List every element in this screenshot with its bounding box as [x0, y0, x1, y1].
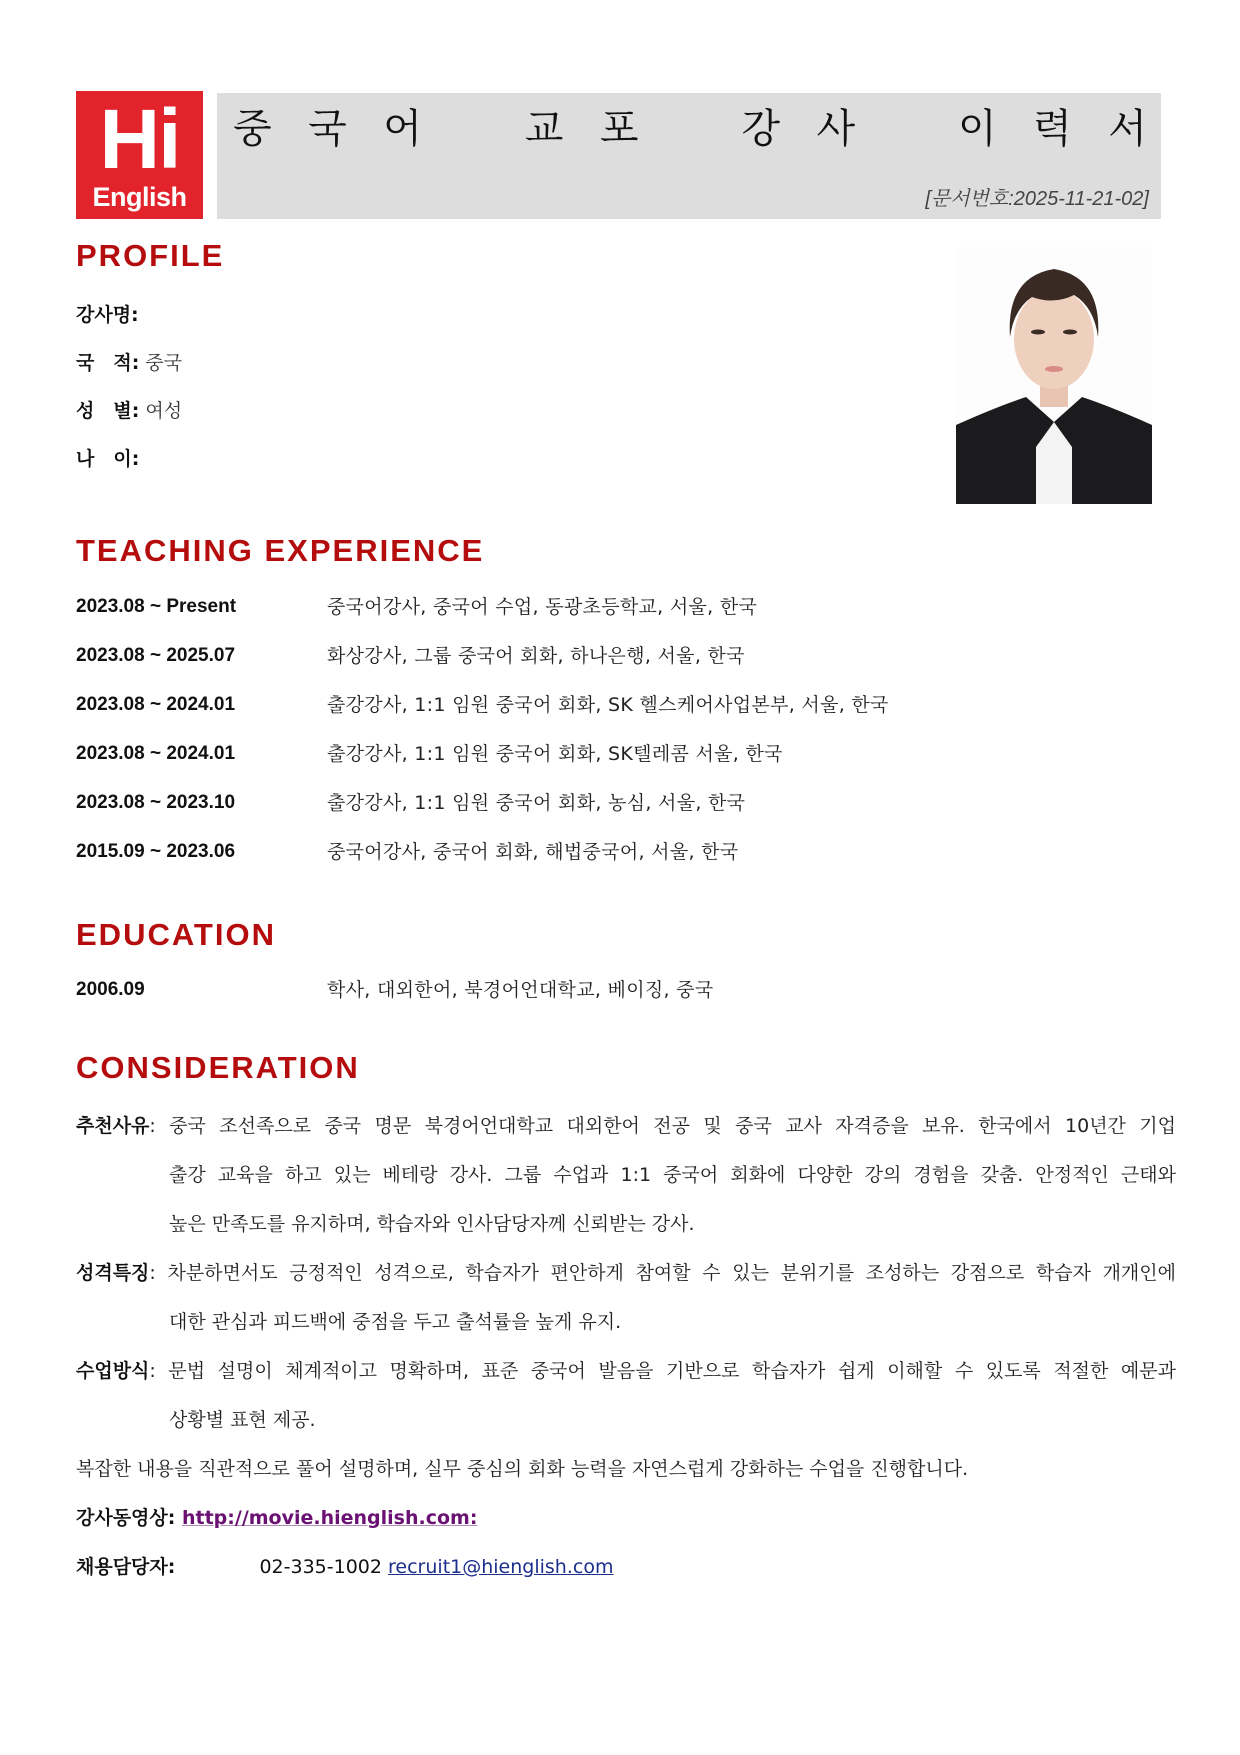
personality-paragraph — [76, 1249, 1176, 1347]
video-row — [76, 1494, 1176, 1543]
title-spacer — [458, 101, 488, 157]
profile-field-name — [76, 300, 139, 327]
title-char: 서 — [1108, 106, 1147, 152]
title-char: 국 — [308, 106, 347, 152]
title-char: 력 — [1033, 106, 1072, 152]
experience-row — [76, 788, 1176, 818]
teaching-method-paragraph — [76, 1347, 1176, 1445]
profile-field-nationality — [76, 348, 182, 375]
experience-row — [76, 837, 1176, 867]
summary-text: 복잡한 내용을 직관적으로 풀어 설명하며, 실무 중심의 회화 능력을 자연스럽게 강화하는 수업을 진행합니다. — [76, 1458, 969, 1480]
teaching-method-label: 수업방식 — [76, 1360, 150, 1382]
experience-desc: 출강강사, 1:1 임원 중국어 회화, SK 헬스케어사업본부, 서울, 한국 — [327, 694, 889, 716]
paragraph-line: 출강 교육을 하고 있는 베테랑 강사. 그룹 수업과 1:1 중국어 회화에 다양한 강의 경험을 갖춤. 안정적인 근태와 — [169, 1164, 1176, 1186]
experience-period: 2015.09 ~ 2023.06 — [76, 841, 236, 862]
profile-photo — [956, 247, 1152, 504]
experience-row — [76, 739, 1176, 769]
paragraph-line: : 문법 설명이 체계적이고 명확하며, 표준 중국어 발음을 기반으로 학습자가 쉽게 이해할 수 있도록 적절한 예문과 — [149, 1360, 1176, 1382]
paragraph-line: 높은 만족도를 유지하며, 학습자와 인사담당자께 신뢰받는 강사. — [169, 1213, 695, 1235]
portrait-image — [956, 247, 1152, 504]
education-row — [76, 975, 1176, 1005]
title-spacer — [892, 101, 922, 157]
title-bar — [217, 93, 1161, 219]
profile-field-gender — [76, 396, 182, 423]
education-period: 2006.09 — [76, 979, 145, 1000]
recruiter-label: 채용담당자: — [76, 1556, 176, 1578]
personality-label: 성격특징 — [76, 1262, 150, 1284]
title-char: 중 — [233, 106, 272, 152]
title-char: 사 — [816, 106, 856, 152]
section-title-experience: TEACHING EXPERIENCE — [76, 533, 485, 568]
paragraph-line: 상황별 표현 제공. — [169, 1409, 316, 1431]
field-label: 국 적: — [76, 352, 140, 374]
experience-row — [76, 641, 1176, 671]
title-char: 어 — [383, 106, 422, 152]
video-label: 강사동영상: — [76, 1507, 182, 1529]
experience-desc: 화상강사, 그룹 중국어 회화, 하나은행, 서울, 한국 — [327, 645, 745, 667]
document-number: [문서번호:2025-11-21-02] — [925, 188, 1149, 210]
field-value: 여성 — [145, 400, 183, 422]
section-title-consideration: CONSIDERATION — [76, 1050, 360, 1085]
experience-desc: 출강강사, 1:1 임원 중국어 회화, SK텔레콤 서울, 한국 — [327, 743, 783, 765]
section-title-education: EDUCATION — [76, 917, 276, 952]
experience-period: 2023.08 ~ Present — [76, 596, 237, 617]
recruiter-phone: 02-335-1002 — [259, 1556, 382, 1578]
logo-hi-text: Hi — [99, 92, 180, 186]
recruiter-email-link[interactable]: recruit1@hienglish.com — [388, 1556, 614, 1578]
field-label: 성 별: — [76, 400, 140, 422]
experience-period: 2023.08 ~ 2023.10 — [76, 792, 236, 813]
recommendation-paragraph — [76, 1102, 1176, 1249]
title-spacer — [675, 101, 705, 157]
education-desc: 학사, 대외한어, 북경어언대학교, 베이징, 중국 — [327, 979, 714, 1001]
experience-row — [76, 592, 1176, 622]
video-link[interactable]: http://movie.hienglish.com: — [181, 1507, 478, 1529]
experience-desc: 중국어강사, 중국어 수업, 동광초등학교, 서울, 한국 — [327, 596, 758, 618]
title-char: 포 — [599, 106, 639, 152]
profile-field-age — [76, 444, 139, 471]
experience-desc: 출강강사, 1:1 임원 중국어 회화, 농심, 서울, 한국 — [327, 792, 746, 814]
title-char: 교 — [524, 106, 564, 152]
paragraph-line: 대한 관심과 피드백에 중점을 두고 출석률을 높게 유지. — [169, 1311, 622, 1333]
summary-paragraph — [76, 1445, 1176, 1494]
title-char: 이 — [958, 106, 997, 152]
paragraph-line: : 차분하면서도 긍정적인 성격으로, 학습자가 편안하게 참여할 수 있는 분위기를 조성하는 강점으로 학습자 개개인에 — [149, 1262, 1176, 1284]
logo-english-text: English — [92, 182, 187, 212]
field-value: 중국 — [145, 352, 183, 374]
experience-row — [76, 690, 1176, 720]
paragraph-line: : 중국 조선족으로 중국 명문 북경어언대학교 대외한어 전공 및 중국 교사 자격증을 보유. 한국에서 10년간 기업 — [149, 1115, 1176, 1137]
recommendation-label: 추천사유 — [76, 1115, 150, 1137]
field-label: 강사명: — [76, 304, 139, 326]
experience-period: 2023.08 ~ 2024.01 — [76, 743, 236, 764]
experience-period: 2023.08 ~ 2024.01 — [76, 694, 236, 715]
experience-desc: 중국어강사, 중국어 회화, 해법중국어, 서울, 한국 — [327, 841, 739, 863]
field-label: 나 이: — [76, 448, 140, 470]
page-title — [233, 101, 1147, 157]
hi-english-logo — [76, 91, 203, 219]
title-char: 강 — [741, 106, 781, 152]
experience-period: 2023.08 ~ 2025.07 — [76, 645, 236, 666]
recruiter-row — [76, 1543, 1176, 1592]
section-title-profile: PROFILE — [76, 238, 225, 273]
